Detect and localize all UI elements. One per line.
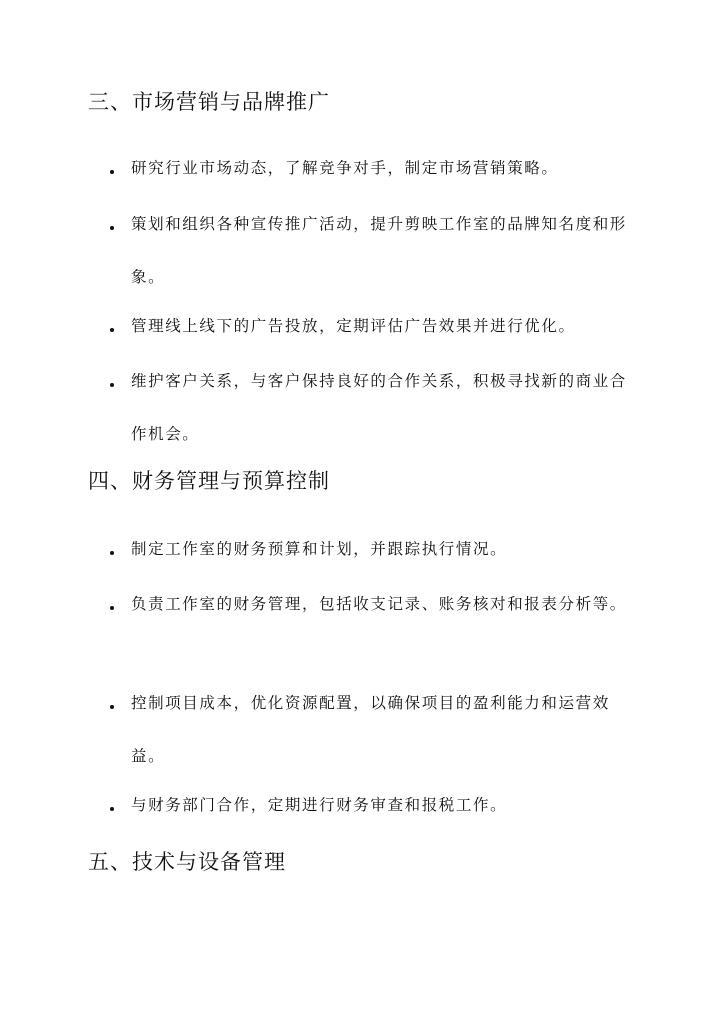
section-heading-marketing: 三、市场营销与品牌推广 [88, 90, 330, 114]
bullet-icon [110, 705, 114, 709]
bullet-icon [110, 606, 114, 610]
list-item-text: 与财务部门合作，定期进行财务审查和报税工作。 [131, 796, 508, 814]
bullet-icon [110, 383, 114, 387]
list-item-text: 维护客户关系，与客户保持良好的合作关系，积极寻找新的商业合作机会。 [131, 372, 627, 443]
bullet-icon [110, 170, 114, 174]
list-item-text: 制定工作室的财务预算和计划，并跟踪执行情况。 [131, 540, 508, 558]
bullet-icon [110, 807, 114, 811]
list-item-text: 负责工作室的财务管理，包括收支记录、账务核对和报表分析等。 [131, 595, 627, 613]
list-item-text: 管理线上线下的广告投放，定期评估广告效果并进行优化。 [131, 317, 576, 335]
bullet-icon [110, 226, 114, 230]
section-heading-technology: 五、技术与设备管理 [88, 850, 286, 874]
bullet-icon [110, 328, 114, 332]
list-item-text: 控制项目成本，优化资源配置，以确保项目的盈利能力和运营效益。 [131, 694, 610, 765]
list-item-text: 策划和组织各种宣传推广活动，提升剪映工作室的品牌知名度和形象。 [131, 215, 627, 286]
list-item-text: 研究行业市场动态，了解竞争对手，制定市场营销策略。 [131, 159, 559, 177]
bullet-icon [110, 551, 114, 555]
section-heading-finance: 四、财务管理与预算控制 [88, 469, 330, 493]
